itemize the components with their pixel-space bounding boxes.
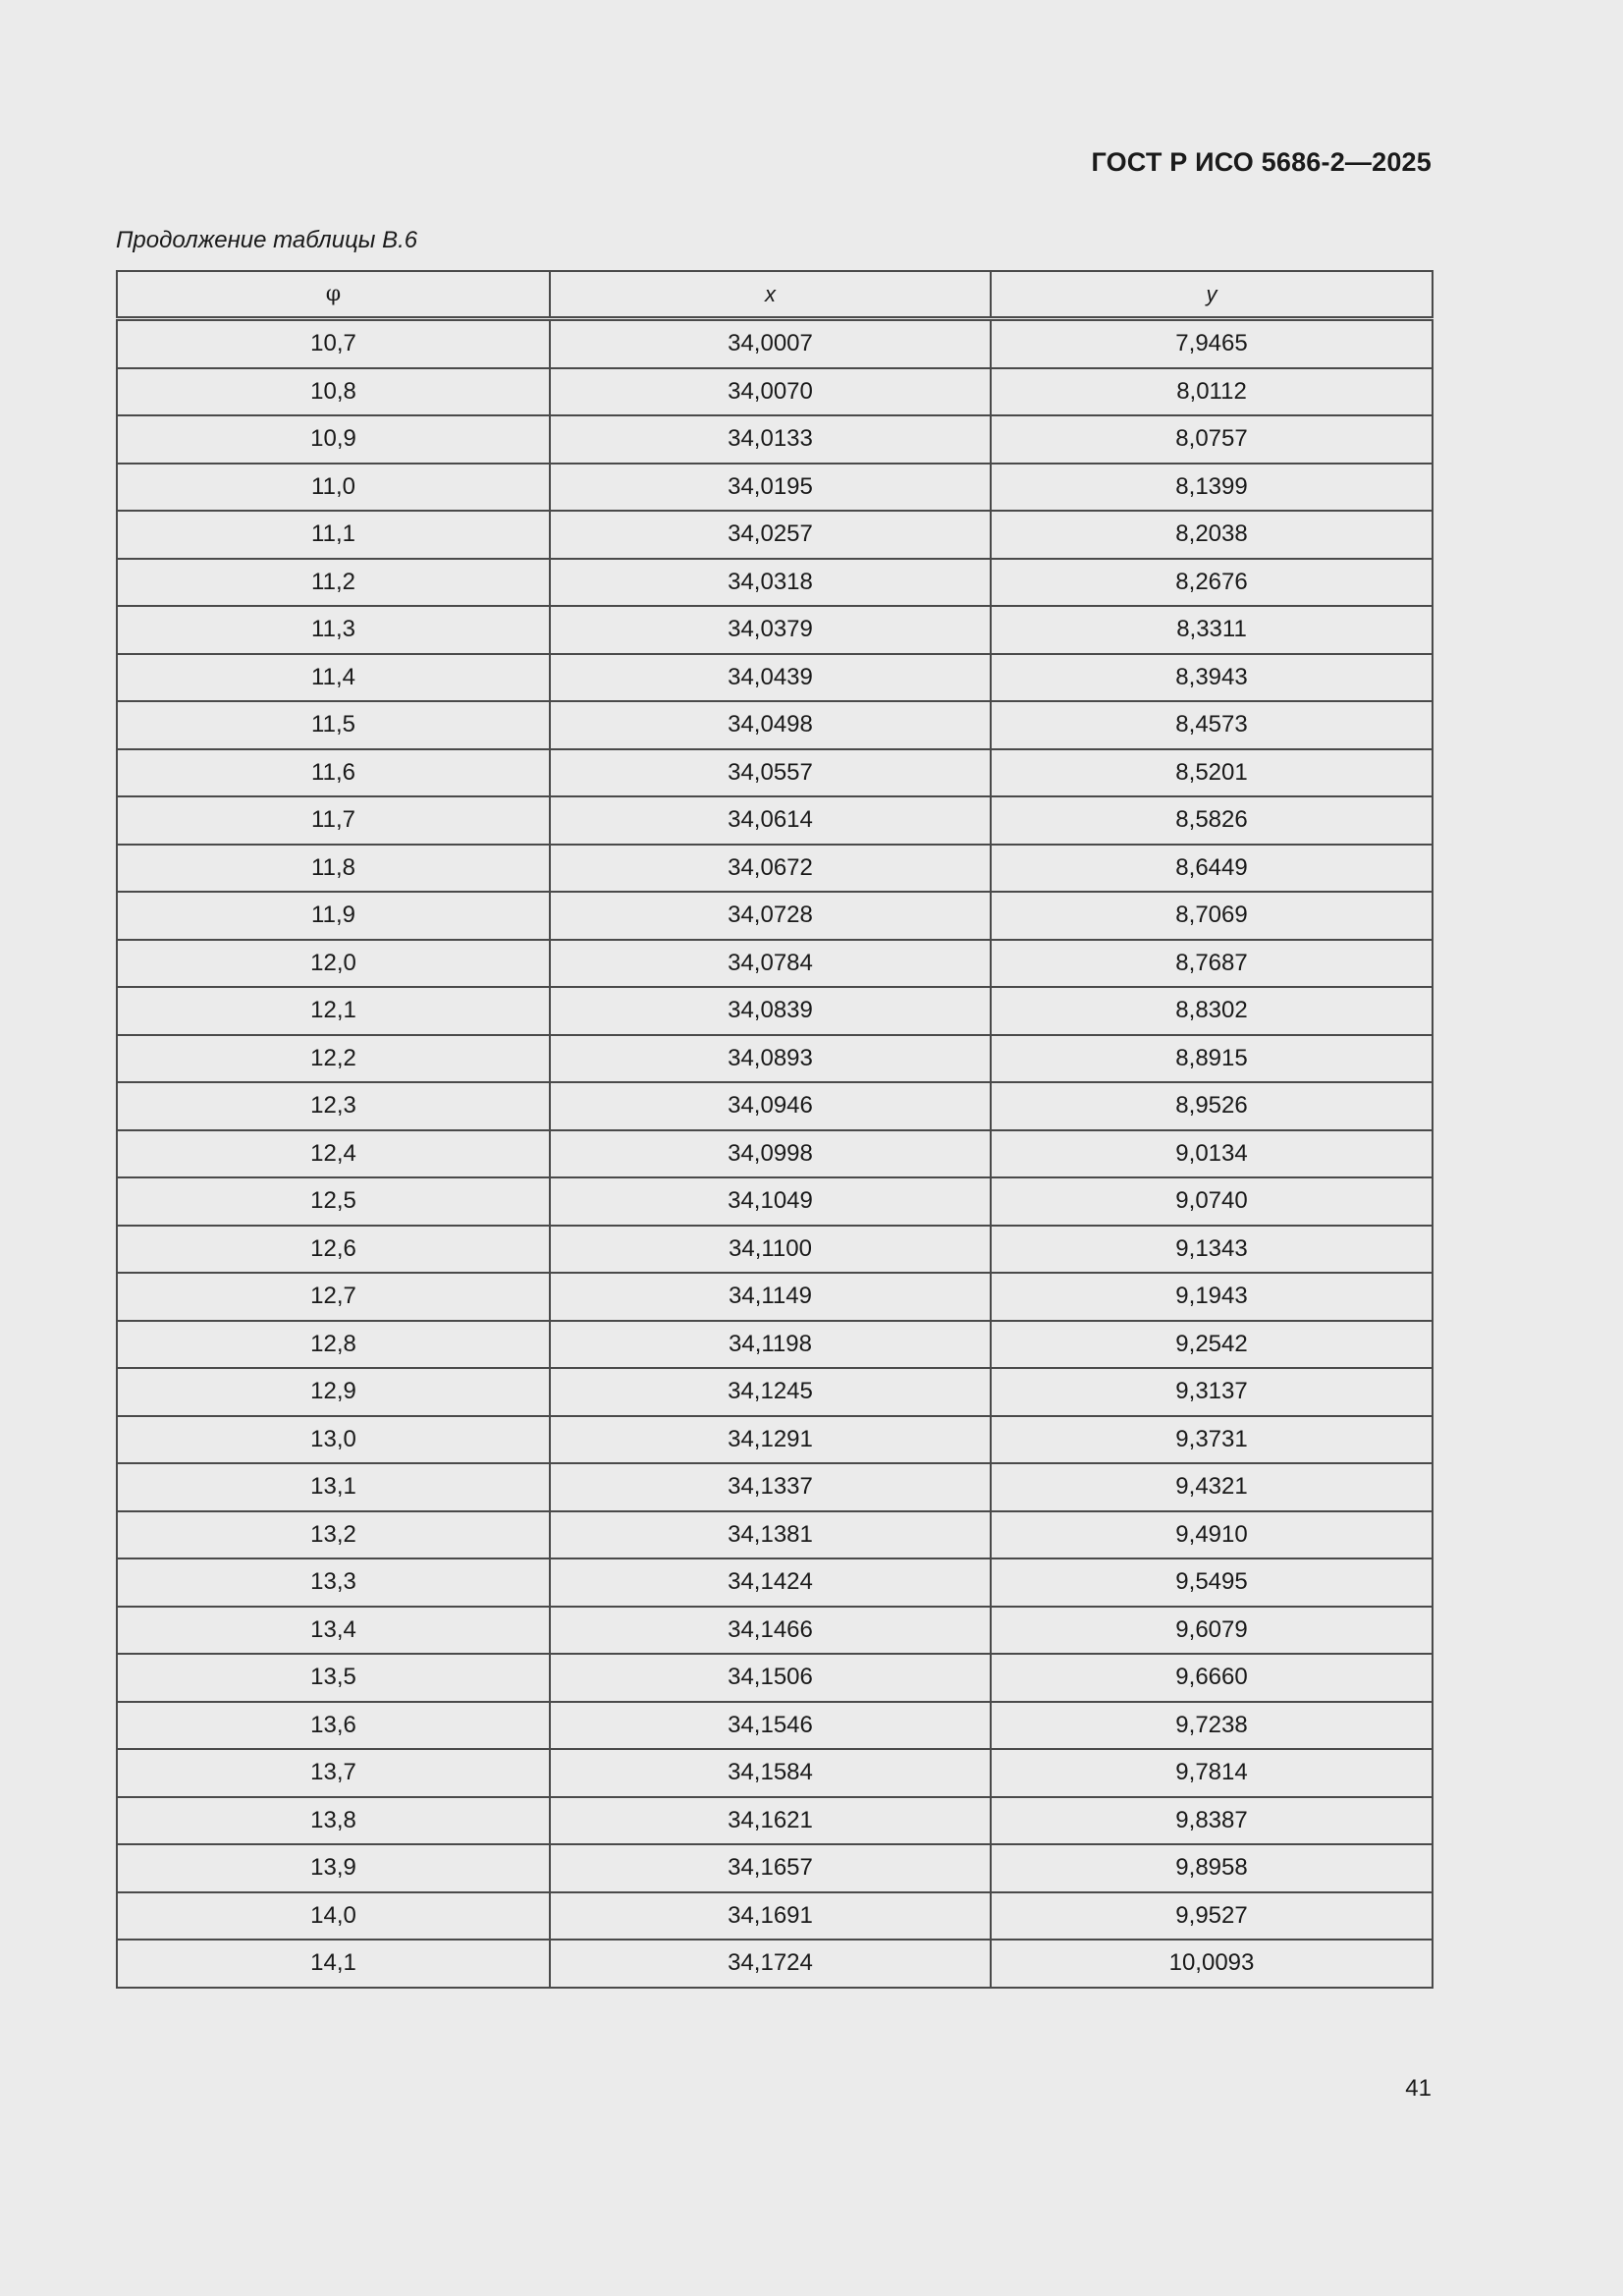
cell-x: 34,1381 <box>550 1511 991 1559</box>
cell-phi: 13,6 <box>117 1702 550 1750</box>
table-row <box>117 1321 1433 1369</box>
table-row <box>117 559 1433 607</box>
cell-phi: 12,3 <box>117 1082 550 1130</box>
table-row <box>117 464 1433 512</box>
cell-y: 9,7238 <box>991 1702 1433 1750</box>
table-row <box>117 1892 1433 1941</box>
cell-y: 9,1943 <box>991 1273 1433 1321</box>
cell-phi: 13,5 <box>117 1654 550 1702</box>
page-number: 41 <box>1405 2075 1432 2102</box>
cell-x: 34,1291 <box>550 1416 991 1464</box>
cell-x: 34,1424 <box>550 1558 991 1607</box>
cell-x: 34,0070 <box>550 368 991 416</box>
cell-y: 8,2038 <box>991 511 1433 559</box>
cell-y: 9,8958 <box>991 1844 1433 1892</box>
table-row <box>117 1749 1433 1797</box>
cell-phi: 12,2 <box>117 1035 550 1083</box>
cell-phi: 13,0 <box>117 1416 550 1464</box>
cell-x: 34,0133 <box>550 415 991 464</box>
cell-x: 34,1198 <box>550 1321 991 1369</box>
cell-x: 34,0998 <box>550 1130 991 1178</box>
cell-y: 8,5826 <box>991 796 1433 845</box>
cell-x: 34,0257 <box>550 511 991 559</box>
cell-phi: 11,2 <box>117 559 550 607</box>
column-header-x: x <box>550 271 991 319</box>
cell-y: 8,8915 <box>991 1035 1433 1083</box>
cell-phi: 13,1 <box>117 1463 550 1511</box>
table-row <box>117 1368 1433 1416</box>
cell-phi: 12,6 <box>117 1226 550 1274</box>
cell-x: 34,0672 <box>550 845 991 893</box>
cell-y: 8,1399 <box>991 464 1433 512</box>
cell-x: 34,1337 <box>550 1463 991 1511</box>
cell-x: 34,1049 <box>550 1177 991 1226</box>
cell-y: 8,7069 <box>991 892 1433 940</box>
cell-phi: 13,2 <box>117 1511 550 1559</box>
cell-x: 34,1100 <box>550 1226 991 1274</box>
table-row <box>117 701 1433 749</box>
table-row <box>117 1511 1433 1559</box>
table-row <box>117 1226 1433 1274</box>
cell-phi: 12,5 <box>117 1177 550 1226</box>
cell-y: 8,0112 <box>991 368 1433 416</box>
cell-y: 9,3137 <box>991 1368 1433 1416</box>
cell-x: 34,0007 <box>550 319 991 368</box>
table-row <box>117 1416 1433 1464</box>
cell-x: 34,0614 <box>550 796 991 845</box>
cell-y: 8,3311 <box>991 606 1433 654</box>
cell-y: 9,4910 <box>991 1511 1433 1559</box>
cell-phi: 13,7 <box>117 1749 550 1797</box>
cell-phi: 14,1 <box>117 1940 550 1988</box>
cell-y: 8,5201 <box>991 749 1433 797</box>
cell-x: 34,0784 <box>550 940 991 988</box>
table-row <box>117 1607 1433 1655</box>
table-row <box>117 1844 1433 1892</box>
table-row <box>117 845 1433 893</box>
cell-x: 34,1724 <box>550 1940 991 1988</box>
cell-y: 10,0093 <box>991 1940 1433 1988</box>
cell-x: 34,0839 <box>550 987 991 1035</box>
cell-y: 9,3731 <box>991 1416 1433 1464</box>
table-caption: Продолжение таблицы В.6 <box>116 227 418 253</box>
cell-x: 34,1584 <box>550 1749 991 1797</box>
cell-phi: 12,0 <box>117 940 550 988</box>
cell-phi: 11,1 <box>117 511 550 559</box>
cell-phi: 13,9 <box>117 1844 550 1892</box>
cell-x: 34,0893 <box>550 1035 991 1083</box>
table-row <box>117 1082 1433 1130</box>
table-row <box>117 511 1433 559</box>
table-row <box>117 892 1433 940</box>
cell-y: 9,6079 <box>991 1607 1433 1655</box>
cell-y: 8,7687 <box>991 940 1433 988</box>
cell-x: 34,0946 <box>550 1082 991 1130</box>
cell-y: 8,4573 <box>991 701 1433 749</box>
data-table <box>116 270 1434 1989</box>
cell-y: 9,8387 <box>991 1797 1433 1845</box>
cell-y: 9,1343 <box>991 1226 1433 1274</box>
cell-phi: 11,5 <box>117 701 550 749</box>
cell-phi: 12,7 <box>117 1273 550 1321</box>
table-row <box>117 368 1433 416</box>
table-row <box>117 987 1433 1035</box>
cell-phi: 13,3 <box>117 1558 550 1607</box>
cell-phi: 11,3 <box>117 606 550 654</box>
cell-y: 9,4321 <box>991 1463 1433 1511</box>
table-row <box>117 1940 1433 1988</box>
cell-phi: 10,8 <box>117 368 550 416</box>
table-header <box>117 271 1433 319</box>
cell-y: 8,6449 <box>991 845 1433 893</box>
cell-phi: 10,9 <box>117 415 550 464</box>
cell-x: 34,1506 <box>550 1654 991 1702</box>
cell-x: 34,1657 <box>550 1844 991 1892</box>
table-row <box>117 1035 1433 1083</box>
table-row <box>117 796 1433 845</box>
cell-x: 34,0379 <box>550 606 991 654</box>
cell-phi: 12,8 <box>117 1321 550 1369</box>
cell-phi: 11,6 <box>117 749 550 797</box>
cell-x: 34,1245 <box>550 1368 991 1416</box>
table-row <box>117 319 1433 368</box>
document-code: ГОСТ Р ИСО 5686-2—2025 <box>1091 147 1432 177</box>
table-row <box>117 1273 1433 1321</box>
column-header-phi: φ <box>117 271 550 319</box>
cell-y: 9,2542 <box>991 1321 1433 1369</box>
cell-phi: 14,0 <box>117 1892 550 1941</box>
header-row <box>117 271 1433 319</box>
table-row <box>117 1797 1433 1845</box>
table-row <box>117 1463 1433 1511</box>
cell-x: 34,0728 <box>550 892 991 940</box>
table-row <box>117 1130 1433 1178</box>
cell-phi: 11,9 <box>117 892 550 940</box>
cell-x: 34,1546 <box>550 1702 991 1750</box>
table-row <box>117 415 1433 464</box>
cell-x: 34,0318 <box>550 559 991 607</box>
cell-phi: 11,0 <box>117 464 550 512</box>
table-row <box>117 654 1433 702</box>
cell-phi: 12,4 <box>117 1130 550 1178</box>
cell-y: 9,5495 <box>991 1558 1433 1607</box>
cell-y: 9,7814 <box>991 1749 1433 1797</box>
cell-phi: 11,8 <box>117 845 550 893</box>
cell-phi: 12,9 <box>117 1368 550 1416</box>
column-header-y: y <box>991 271 1433 319</box>
cell-phi: 11,7 <box>117 796 550 845</box>
table-row <box>117 1702 1433 1750</box>
cell-phi: 11,4 <box>117 654 550 702</box>
cell-y: 9,6660 <box>991 1654 1433 1702</box>
table-row <box>117 940 1433 988</box>
cell-x: 34,0498 <box>550 701 991 749</box>
table-row <box>117 1558 1433 1607</box>
cell-x: 34,1149 <box>550 1273 991 1321</box>
cell-y: 9,0740 <box>991 1177 1433 1226</box>
cell-phi: 10,7 <box>117 319 550 368</box>
cell-x: 34,0439 <box>550 654 991 702</box>
cell-y: 8,3943 <box>991 654 1433 702</box>
cell-y: 9,9527 <box>991 1892 1433 1941</box>
cell-y: 9,0134 <box>991 1130 1433 1178</box>
cell-x: 34,0557 <box>550 749 991 797</box>
table-row <box>117 1177 1433 1226</box>
cell-y: 8,9526 <box>991 1082 1433 1130</box>
cell-x: 34,1466 <box>550 1607 991 1655</box>
cell-phi: 13,4 <box>117 1607 550 1655</box>
cell-x: 34,1621 <box>550 1797 991 1845</box>
cell-y: 8,0757 <box>991 415 1433 464</box>
cell-y: 8,2676 <box>991 559 1433 607</box>
table-row <box>117 606 1433 654</box>
cell-x: 34,1691 <box>550 1892 991 1941</box>
cell-x: 34,0195 <box>550 464 991 512</box>
cell-y: 8,8302 <box>991 987 1433 1035</box>
table-row <box>117 1654 1433 1702</box>
table-body <box>117 319 1433 1988</box>
cell-phi: 12,1 <box>117 987 550 1035</box>
table-row <box>117 749 1433 797</box>
cell-y: 7,9465 <box>991 319 1433 368</box>
cell-phi: 13,8 <box>117 1797 550 1845</box>
